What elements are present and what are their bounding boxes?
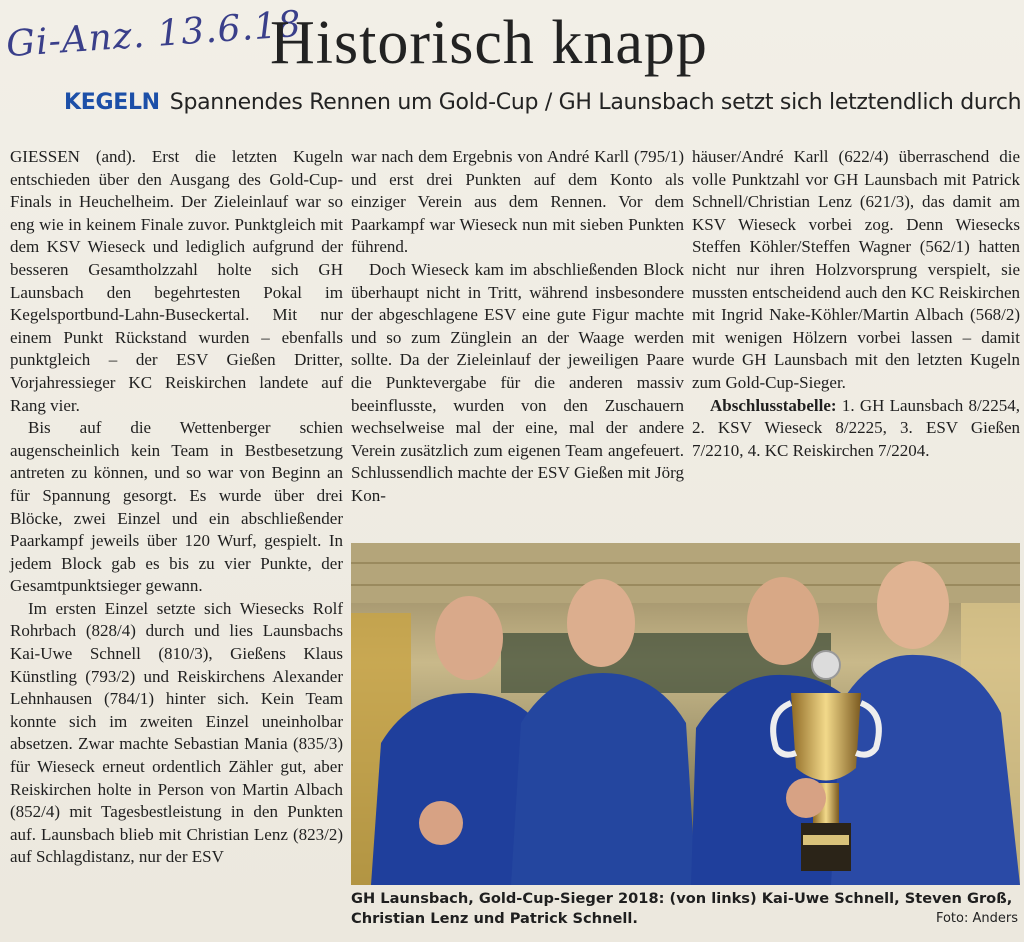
article-paragraph: Doch Wieseck kam im abschließenden Block überhaupt nicht in Tritt, während insbesondere der abgeschlagene ESV eine gute Figur machte und so zum Zünglein an der Waage werden sollte. Da der Zieleinlauf der jeweiligen Paare die Punktevergabe für die anderen massiv beeinflusste, wurden von den Zuschauern wechselweise mal der eine, mal der andere Verein zusätzlich zum eigenen Team angefeuert. Schlussendlich machte der ESV Gießen mit Jörg Kon- <box>351 259 684 505</box>
article-column-3 <box>692 146 1020 462</box>
article-column-2 <box>351 146 684 508</box>
final-table-text: 1. GH Launsbach 8/2254, 2. KSV Wieseck 8/2225, 3. ESV Gießen 7/2210, 4. KC Reiskirchen 7/2204. <box>692 395 1020 460</box>
dateline: GIESSEN <box>10 147 80 166</box>
headline: Historisch knapp <box>270 9 708 77</box>
article-paragraph: war nach dem Ergebnis von André Karll (795/1) und erst drei Punkten auf dem Konto als einziger Verein aus dem Rennen. Vor dem Paarkampf war Wieseck nun mit sieben Punkten führend. <box>351 147 684 257</box>
subheadline-row <box>64 90 1021 115</box>
article-column-1 <box>10 146 343 869</box>
article-paragraph: Im ersten Einzel setzte sich Wiesecks Rolf Rohrbach (828/4) durch und lies Launsbachs Kai-Uwe Schnell (810/3), Gießens Klaus Künstling (793/2) und Reiskirchens Alexander Lehnhausen (784/1) hinter sich. Kein Team konnte sich im zweiten Einzel uneinholbar absetzen. Zwar machte Sebastian Mania (835/3) für Wieseck erneut ordentlich Zähler gut, aber Reiskirchen holte in Person von Martin Albach (852/4) mit Tagesbestleistung in den Punkten auf. Launsbach blieb mit Christian Lenz (823/2) auf Schlagdistanz, nur der ESV <box>10 598 343 867</box>
article-paragraph: Bis auf die Wettenberger schien augenscheinlich kein Team in Bestbesetzung antreten zu können, und so war von Beginn an für Spannung gesorgt. Es wurde über drei Blöcke, zwei Einzel und ein abschließender Paarkampf jeweils über 120 Wurf, gespielt. In jedem Block gab es bis zu vier Punkte, der Gesamtpunktsieger gewann. <box>10 418 343 596</box>
photo-caption: GH Launsbach, Gold-Cup-Sieger 2018: (von links) Kai-Uwe Schnell, Steven Groß, Christian Lenz und Patrick Schnell. <box>351 890 1013 927</box>
handwritten-date-note: Gi-Anz. 13.6.18 <box>4 3 303 66</box>
final-table <box>692 395 1020 463</box>
rubric-label: KEGELN <box>64 90 160 115</box>
team-photo-illustration <box>351 543 1020 885</box>
article-paragraph: GIESSEN (and). Erst die letzten Kugeln entschieden über den Ausgang des Gold-Cup-Finals in Heuchelheim. Der Zieleinlauf war so eng wie in keinem Finale zuvor. Punktgleich mit dem KSV Wieseck und lediglich aufgrund der besseren Gesamtholzzahl holte sich GH Launsbach den begehrtesten Pokal im Kegelsportbund-Lahn-Buseckertal. Mit nur einem Punkt Rückstand wurden – ebenfalls punktgleich – der ESV Gießen Dritter, Vorjahressieger KC Reiskirchen landete auf Rang vier. <box>10 147 344 415</box>
subheadline: Spannendes Rennen um Gold-Cup / GH Launsbach setzt sich letztendlich durch <box>169 90 1022 115</box>
article-paragraph: häuser/André Karll (622/4) überraschend die volle Punktzahl vor GH Launsbach mit Patrick Schnell/Christian Lenz (621/3), das damit am KSV Wieseck vorbei zog. Denn Wiesecks Steffen Köhler/Steffen Wagner (562/1) hatten nicht nur ihren Holzvorsprung verspielt, sie mussten entscheidend auch den KC Reiskirchen mit Ingrid Nake-Köhler/Martin Albach (568/2) mit wenigen Hölzern vorbei lassen – damit wurde GH Launsbach mit den letzten Kugeln zum Gold-Cup-Sieger. <box>692 147 1020 392</box>
photo-credit: Foto: Anders <box>935 911 1018 926</box>
final-table-label: Abschlusstabelle: <box>710 395 837 415</box>
team-photo <box>351 543 1020 885</box>
